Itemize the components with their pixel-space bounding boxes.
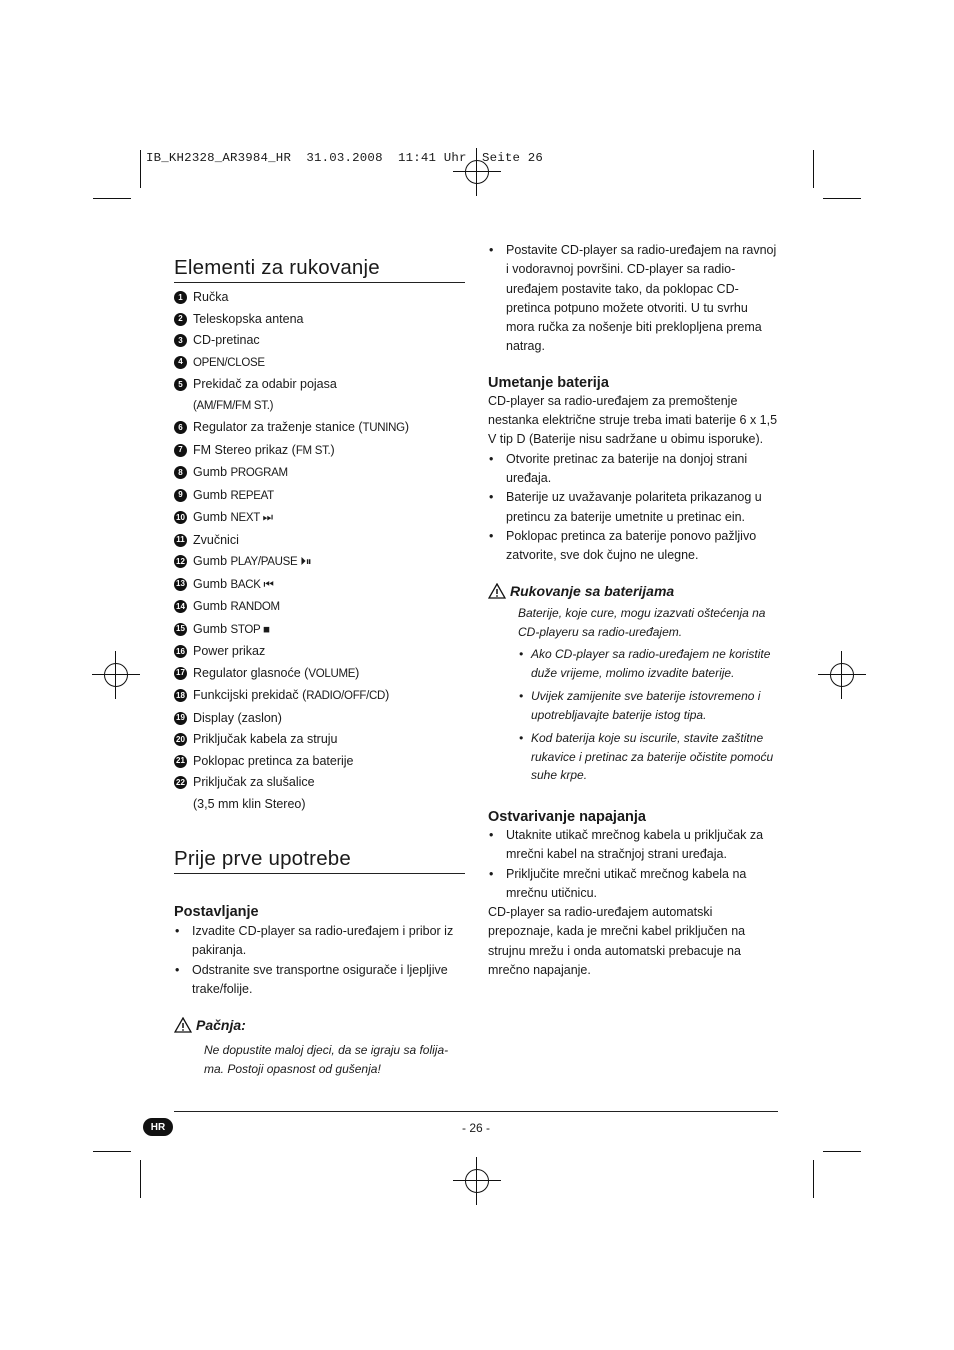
item-label <box>193 530 465 552</box>
control-list-item <box>174 729 465 751</box>
item-text-suffix: ) <box>404 420 409 434</box>
controls-list <box>174 287 465 815</box>
napajanje-text: CD-player sa radio-uređajem automatski prepoznaje, kada je mrečni kabel priključen na strujnu mrežu i onda automatski prebacuje na mrečno napajanje. <box>488 905 746 978</box>
item-number-badge: 20 <box>174 733 187 746</box>
item-text: Ručka <box>193 290 229 304</box>
item-text: Priključak kabela za struju <box>193 732 338 746</box>
item-number-badge: 18 <box>174 689 187 702</box>
item-text: Zvučnici <box>193 532 239 547</box>
item-text: Power prikaz <box>193 644 266 658</box>
napajanje-list <box>488 826 779 903</box>
postavljanje-list <box>174 922 465 999</box>
item-label <box>193 287 465 309</box>
item-text: Gumb <box>193 576 231 591</box>
item-text: Display (zaslon) <box>193 710 282 725</box>
item-label <box>193 417 465 440</box>
item-text: Gumb <box>193 510 231 524</box>
control-list-item <box>174 663 465 686</box>
control-list-item <box>174 287 465 309</box>
item-text-suffix: ) <box>355 665 360 680</box>
item-label <box>193 352 465 375</box>
battery-warning-body <box>518 604 779 785</box>
battery-warning-heading <box>488 583 779 599</box>
item-label <box>193 619 465 642</box>
crop-mark <box>93 198 131 199</box>
baterije-text: CD-player sa radio-uređajem za premoštenje nestanka električne struje treba imati baterije 6 x 1,5 V tip D (Baterije nisu sadržane u obimu isporuke). <box>488 393 778 447</box>
item-number-badge: 19 <box>174 712 187 725</box>
crop-mark <box>93 1151 131 1152</box>
item-key-label: VOLUME <box>308 667 356 680</box>
control-list-item <box>174 574 465 597</box>
control-list-item <box>174 417 465 440</box>
item-number-badge: 14 <box>174 600 187 613</box>
item-label <box>193 485 465 508</box>
list-item: • Kod baterija koje su iscurile, stavite zaštitne rukavice i pretinac za baterije očistite pomoću suhe krpe. <box>518 729 779 785</box>
item-text: Gumb <box>193 487 231 502</box>
list-item: • Odstranite sve transportne osigurače i ljepljive trake/folije. <box>174 961 465 1000</box>
control-list-item <box>174 685 465 708</box>
warning-triangle-icon <box>174 1017 192 1033</box>
list-item: • Baterije uz uvažavanje polariteta prikazanog u pretincu za baterije umetnite u pretinac ein. <box>488 488 779 527</box>
item-number-badge: 21 <box>174 755 187 768</box>
warning-heading <box>174 1017 465 1033</box>
control-list-item <box>174 462 465 485</box>
item-label <box>193 551 465 574</box>
item-text: Gumb <box>193 554 231 568</box>
item-label <box>193 751 465 773</box>
item-key-label: (AM/FM/FM ST.) <box>193 399 274 412</box>
crop-mark <box>823 1151 861 1152</box>
item-key-label: FM ST. <box>295 444 331 457</box>
item-number-badge: 12 <box>174 555 187 568</box>
list-item: • Izvadite CD-player sa radio-uređajem i pribor iz pakiranja. <box>174 922 465 961</box>
item-key-label: RADIO/OFF/CD <box>306 690 386 702</box>
list-item: • Priključite mrečni utikač mrečnog kabela na mrečnu utičnicu. <box>488 865 779 904</box>
print-slug: IB_KH2328_AR3984_HR 31.03.2008 11:41 Uhr Seite 26 <box>146 151 544 165</box>
warning-list <box>518 645 779 785</box>
item-number-badge: 15 <box>174 623 187 636</box>
control-list-item <box>174 772 465 815</box>
heading-ostvarivanje-napajanja: Ostvarivanje napajanja <box>488 808 646 825</box>
control-list-item <box>174 530 465 552</box>
item-text: Gumb <box>193 599 231 613</box>
item-label <box>193 309 465 331</box>
item-label <box>193 596 465 619</box>
item-text-suffix: ) <box>385 688 390 702</box>
right-column <box>488 241 779 980</box>
crop-mark <box>140 150 141 188</box>
language-badge: HR <box>143 1118 173 1136</box>
list-item: • Uvijek zamijenite sve baterije istovremeno i upotrebljavajte baterije istog tipa. <box>518 687 779 724</box>
item-text: Regulator glasnoće ( <box>193 665 309 680</box>
item-text: Gumb <box>193 465 231 479</box>
warning-intro: Baterije, koje cure, mogu izazvati oštećenja na CD-playeru sa radio-uređajem. <box>518 606 766 639</box>
item-subtext: (3,5 mm klin Stereo) <box>193 796 306 811</box>
crop-mark <box>823 198 861 199</box>
footer-rule <box>174 1111 778 1112</box>
item-number-badge: 13 <box>174 578 187 591</box>
item-label <box>193 685 465 708</box>
item-label <box>193 729 465 751</box>
item-label <box>193 772 465 815</box>
control-list-item <box>174 309 465 331</box>
item-text: Poklopac pretinca za baterije <box>193 753 354 768</box>
baterije-list <box>488 450 779 566</box>
item-key-label: REPEAT <box>230 489 274 502</box>
item-text: Priključak za slušalice <box>193 775 315 789</box>
control-list-item <box>174 641 465 663</box>
control-list-item <box>174 440 465 463</box>
item-number-badge: 5 <box>174 378 187 391</box>
warning-title: Rukovanje sa baterijama <box>510 583 675 600</box>
item-key-label: RANDOM <box>230 601 280 613</box>
item-number-badge: 7 <box>174 444 187 457</box>
item-key-label: TUNING <box>362 422 405 434</box>
intro-list <box>488 241 779 357</box>
item-number-badge: 9 <box>174 489 187 502</box>
item-number-badge: 1 <box>174 291 187 304</box>
control-list-item <box>174 507 465 530</box>
item-key-label: BACK ⏮ <box>230 578 274 591</box>
item-text: CD-pretinac <box>193 333 260 347</box>
item-number-badge: 6 <box>174 421 187 434</box>
control-list-item <box>174 352 465 375</box>
item-number-badge: 8 <box>174 466 187 479</box>
registration-mark-right <box>818 651 866 699</box>
item-number-badge: 3 <box>174 334 187 347</box>
section-title-first-use: Prije prve upotrebe <box>174 847 465 874</box>
item-key-label: OPEN/CLOSE <box>193 356 265 369</box>
control-list-item <box>174 485 465 508</box>
item-number-badge: 22 <box>174 776 187 789</box>
item-label <box>193 708 465 730</box>
item-label <box>193 462 465 485</box>
list-item: • Otvorite pretinac za baterije na donjoj strani uređaja. <box>488 450 779 489</box>
list-item: • Postavite CD-player sa radio-uređajem na ravnoj i vodoravnoj površini. CD-player sa radio-uređajem postavite tako, da poklopac CD-pretinca potpuno možete otvoriti. U tu svrhu mora ručka za nošenje biti preklopljena prema natrag. <box>488 241 779 357</box>
page-number: - 26 - <box>461 1121 490 1135</box>
item-text-suffix: ) <box>330 442 335 457</box>
control-list-item <box>174 374 465 417</box>
item-label <box>193 330 465 352</box>
item-number-badge: 16 <box>174 645 187 658</box>
item-label <box>193 574 465 597</box>
heading-umetanje-baterija: Umetanje baterija <box>488 374 609 391</box>
list-item: • Utaknite utikač mrečnog kabela u priključak za mrečni kabel na stračnjoj strani uređaja. <box>488 826 779 865</box>
list-item: • Poklopac pretinca za baterije ponovo pažljivo zatvorite, sve dok čujno ne ulegne. <box>488 527 779 566</box>
item-text: Prekidač za odabir pojasa <box>193 377 337 391</box>
list-item: • Ako CD-player sa radio-uređajem ne koristite duže vrijeme, molimo izvadite baterije. <box>518 645 779 682</box>
item-key-label: NEXT ⏭ <box>230 512 273 524</box>
crop-mark <box>140 1160 141 1198</box>
warning-title: Pačnja: <box>196 1017 246 1034</box>
item-number-badge: 4 <box>174 356 187 369</box>
item-label <box>193 374 465 417</box>
item-key-label: PLAY/PAUSE ⏵⏸ <box>230 556 312 568</box>
item-text: Gumb <box>193 621 231 636</box>
crop-mark <box>813 1160 814 1198</box>
control-list-item <box>174 751 465 773</box>
control-list-item <box>174 330 465 352</box>
item-text: Funkcijski prekidač ( <box>193 688 307 702</box>
item-text: FM Stereo prikaz ( <box>193 442 296 457</box>
item-key-label: STOP ■ <box>230 623 270 636</box>
control-list-item <box>174 619 465 642</box>
warning-text: Ne dopustite maloj djeci, da se igraju sa folija-ma. Postoji opasnost od gušenja! <box>204 1043 449 1076</box>
heading-postavljanje: Postavljanje <box>174 904 259 920</box>
item-key-label: PROGRAM <box>230 467 288 479</box>
item-label <box>193 641 465 663</box>
item-label <box>193 507 465 530</box>
warning-triangle-icon <box>488 583 506 599</box>
control-list-item <box>174 551 465 574</box>
left-column <box>174 256 465 1078</box>
control-list-item <box>174 596 465 619</box>
item-number-badge: 11 <box>174 534 187 547</box>
item-label <box>193 440 465 463</box>
item-text: Regulator za traženje stanice ( <box>193 420 363 434</box>
crop-mark <box>813 150 814 188</box>
item-text: Teleskopska antena <box>193 311 304 326</box>
section-title-controls: Elementi za rukovanje <box>174 256 465 283</box>
registration-mark-bottom <box>453 1157 501 1205</box>
item-label <box>193 663 465 686</box>
item-number-badge: 10 <box>174 511 187 524</box>
registration-mark-left <box>92 651 140 699</box>
item-number-badge: 2 <box>174 313 187 326</box>
control-list-item <box>174 708 465 730</box>
item-number-badge: 17 <box>174 667 187 680</box>
